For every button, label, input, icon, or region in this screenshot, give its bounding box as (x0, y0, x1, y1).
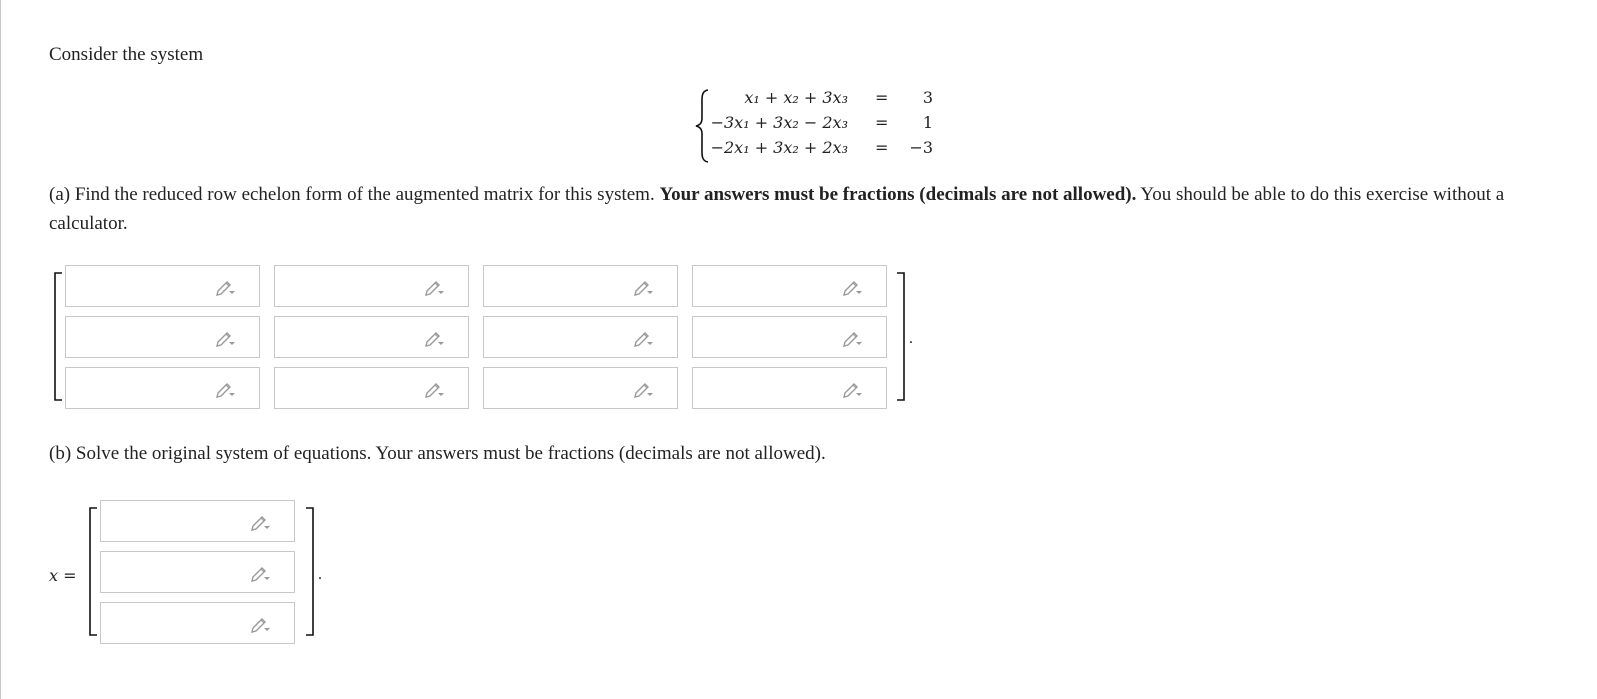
part-a-instructions (49, 180, 1529, 238)
pencil-dropdown-icon[interactable] (424, 278, 446, 296)
part-b-instructions: (b) Solve the original system of equations. Your answers must be fractions (decimals are not allowed). (49, 443, 826, 464)
pencil-dropdown-icon[interactable] (633, 329, 655, 347)
matrix-cell-r2-c4[interactable] (692, 316, 887, 358)
pencil-dropdown-icon[interactable] (842, 278, 864, 296)
equation-rhs: 1 (922, 113, 933, 132)
part-a-text-1: (a) Find the reduced row echelon form of the augmented matrix for this system. (49, 184, 660, 205)
matrix-input[interactable] (68, 370, 212, 406)
x-variable: x (49, 566, 59, 585)
matrix-input[interactable] (486, 319, 630, 355)
matrix-cell-r1-c2[interactable] (274, 265, 469, 307)
matrix-right-bracket (896, 272, 906, 401)
vector-input[interactable] (103, 503, 247, 539)
matrix-input[interactable] (277, 268, 421, 304)
equation-lhs: x₁ + x₂ + 3x₃ (744, 88, 848, 107)
left-border (0, 0, 1, 699)
part-a-bold-text: Your answers must be fractions (decimals are not allowed). (659, 184, 1137, 205)
matrix-cell-r2-c2[interactable] (274, 316, 469, 358)
equation-rhs: 3 (922, 88, 933, 107)
matrix-input[interactable] (695, 268, 839, 304)
pencil-dropdown-icon[interactable] (215, 278, 237, 296)
equation-lhs: −3x₁ + 3x₂ − 2x₃ (710, 113, 848, 132)
pencil-dropdown-icon[interactable] (215, 380, 237, 398)
matrix-input[interactable] (68, 268, 212, 304)
pencil-dropdown-icon[interactable] (842, 329, 864, 347)
equals-sign: = (63, 566, 77, 585)
part-a-text-2: You should be able to do this exercise without a calculator. (49, 184, 1505, 234)
matrix-cell-r3-c4[interactable] (692, 367, 887, 409)
matrix-input[interactable] (486, 370, 630, 406)
matrix-input[interactable] (277, 319, 421, 355)
matrix-input[interactable] (486, 268, 630, 304)
matrix-input[interactable] (68, 319, 212, 355)
vector-period: . (318, 566, 322, 583)
matrix-cell-r1-c4[interactable] (692, 265, 887, 307)
matrix-cell-r1-c1[interactable] (65, 265, 260, 307)
matrix-cell-r3-c1[interactable] (65, 367, 260, 409)
vector-input[interactable] (103, 554, 247, 590)
matrix-input[interactable] (695, 370, 839, 406)
matrix-cell-r2-c3[interactable] (483, 316, 678, 358)
matrix-left-bracket (53, 272, 63, 401)
vector-cell-2[interactable] (100, 551, 295, 593)
intro-text: Consider the system (49, 44, 204, 65)
pencil-dropdown-icon[interactable] (250, 564, 272, 582)
vector-cell-3[interactable] (100, 602, 295, 644)
equation-row-2 (709, 113, 939, 137)
pencil-dropdown-icon[interactable] (250, 615, 272, 633)
equation-lhs: −2x₁ + 3x₂ + 2x₃ (710, 138, 848, 157)
equation-row-1 (709, 88, 939, 112)
matrix-input[interactable] (277, 370, 421, 406)
vector-right-bracket (305, 507, 315, 636)
pencil-dropdown-icon[interactable] (215, 329, 237, 347)
pencil-dropdown-icon[interactable] (424, 329, 446, 347)
pencil-dropdown-icon[interactable] (633, 380, 655, 398)
equals-sign: = (875, 138, 889, 157)
pencil-dropdown-icon[interactable] (842, 380, 864, 398)
vector-input[interactable] (103, 605, 247, 641)
equals-sign: = (875, 113, 889, 132)
matrix-cell-r2-c1[interactable] (65, 316, 260, 358)
x-equals-label (49, 566, 77, 585)
equation-row-3 (709, 138, 939, 162)
equation-rhs: −3 (909, 138, 933, 157)
equation-system (695, 88, 945, 164)
matrix-period: . (909, 330, 913, 347)
vector-left-bracket (88, 507, 98, 636)
matrix-input[interactable] (695, 319, 839, 355)
equals-sign: = (875, 88, 889, 107)
matrix-cell-r1-c3[interactable] (483, 265, 678, 307)
matrix-cell-r3-c3[interactable] (483, 367, 678, 409)
matrix-cell-r3-c2[interactable] (274, 367, 469, 409)
pencil-dropdown-icon[interactable] (250, 513, 272, 531)
pencil-dropdown-icon[interactable] (424, 380, 446, 398)
pencil-dropdown-icon[interactable] (633, 278, 655, 296)
vector-cell-1[interactable] (100, 500, 295, 542)
